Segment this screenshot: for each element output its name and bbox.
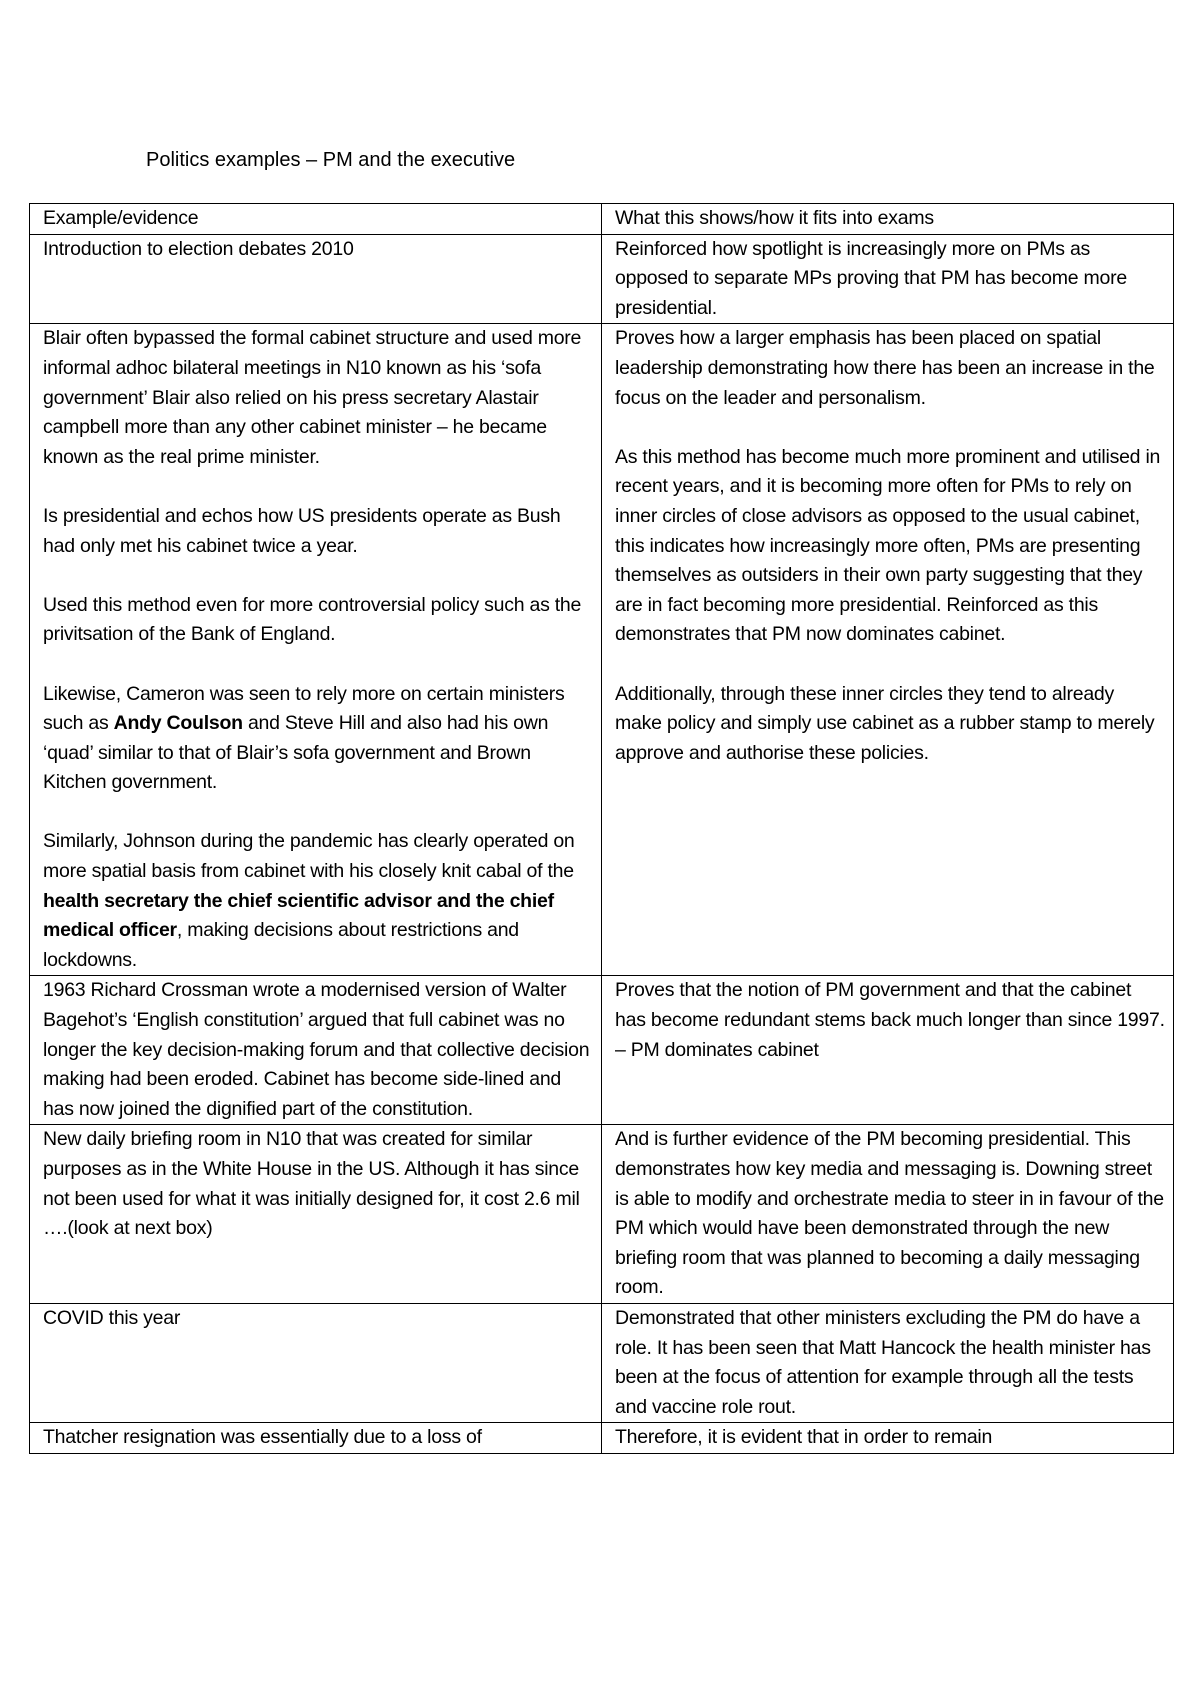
analysis-cell [602,1125,1174,1304]
page-title: Politics examples – PM and the executive [146,149,516,171]
bold-text-run: Andy Coulson [113,712,243,735]
bold-text-run: health secretary the chief scientific advisor and the chief medical officer [43,889,554,942]
evidence-text: 1963 Richard Crossman wrote a modernised version of Walter Bagehot’s ‘English constitution’ argued that full cabinet was no longer the key decision-making forum and that collective decision making had been eroded. Cabinet has become side-lined and has now joined the dignified part of the constitution. [43,979,590,1120]
analysis-text: Demonstrated that other ministers excluding the PM do have a role. It has been seen that Matt Hancock the health minister has been at the focus of attention for example through all the tests and vaccine role rout. [615,1306,1151,1418]
evidence-text: New daily briefing room in N10 that was created for similar purposes as in the White House in the US. Although it has since not been used for what it was initially designed for, it cost 2.6 mil ….(look at next box) [43,1128,580,1240]
evidence-cell [30,1125,602,1304]
header-example-evidence: Example/evidence [30,204,602,235]
analysis-text: Additionally, through these inner circles they tend to already make policy and simply use cabinet as a rubber stamp to merely approve and authorise these policies. [615,682,1155,764]
analysis-cell [602,1423,1174,1454]
evidence-table [29,203,1174,1454]
analysis-cell [602,324,1174,976]
evidence-cell [30,1423,602,1454]
evidence-text: COVID this year [43,1306,181,1329]
header-what-this-shows: What this shows/how it fits into exams [602,204,1174,235]
analysis-text: Proves that the notion of PM government and that the cabinet has become redundant stems back much longer than since 1997. – PM dominates cabinet [615,979,1165,1061]
evidence-text [43,827,593,975]
table-row [30,976,1174,1125]
analysis-text: Reinforced how spotlight is increasingly more on PMs as opposed to separate MPs proving that PM has become more presidential. [615,237,1127,319]
analysis-text: Therefore, it is evident that in order to remain [615,1426,993,1449]
evidence-text: Is presidential and echos how US presidents operate as Bush had only met his cabinet twice a year. [43,504,561,557]
table-row [30,1303,1174,1422]
table-row [30,324,1174,976]
evidence-text: Introduction to election debates 2010 [43,237,354,260]
table-row [30,234,1174,324]
text-run: Likewise, Cameron was seen to rely more on certain ministers such as [43,682,565,735]
text-run: and Steve Hill and also had his own ‘quad’ similar to that of Blair’s sofa government and Brown Kitchen government. [43,712,549,794]
table-row [30,1423,1174,1454]
evidence-cell [30,976,602,1125]
analysis-cell [602,1303,1174,1422]
analysis-cell [602,976,1174,1125]
text-run: Similarly, Johnson during the pandemic has clearly operated on more spatial basis from cabinet with his closely knit cabal of the [43,830,575,883]
evidence-cell [30,1303,602,1422]
text-run: , making decisions about restrictions and lockdowns. [43,919,519,971]
table-header-row [30,204,1174,235]
evidence-cell [30,324,602,976]
analysis-text: And is further evidence of the PM becoming presidential. This demonstrates how key media and messaging is. Downing street is able to modify and orchestrate media to steer in in favour of the PM which would have been demonstrated through the new briefing room that was planned to becoming a daily messaging room. [615,1128,1164,1299]
evidence-text [43,680,593,798]
analysis-text: Proves how a larger emphasis has been placed on spatial leadership demonstrating how there has been an increase in the focus on the leader and personalism. [615,327,1155,409]
evidence-text: Blair often bypassed the formal cabinet structure and used more informal adhoc bilateral meetings in N10 known as his ‘sofa government’ Blair also relied on his press secretary Alastair campbell more than any other cabinet minister – he became known as the real prime minister. [43,327,582,468]
table-row [30,1125,1174,1304]
evidence-cell [30,234,602,324]
evidence-text: Thatcher resignation was essentially due to a loss of [43,1426,482,1449]
analysis-text: As this method has become much more prominent and utilised in recent years, and it is becoming more often for PMs to rely on inner circles of close advisors as opposed to the usual cabinet, this indicates how increasingly more often, PMs are presenting themselves as outsiders in their own party suggesting that they are in fact becoming more presidential. Reinforced as this demonstrates that PM now dominates cabinet. [615,445,1161,646]
evidence-text: Used this method even for more controversial policy such as the privitsation of the Bank of England. [43,593,582,646]
analysis-cell [602,234,1174,324]
